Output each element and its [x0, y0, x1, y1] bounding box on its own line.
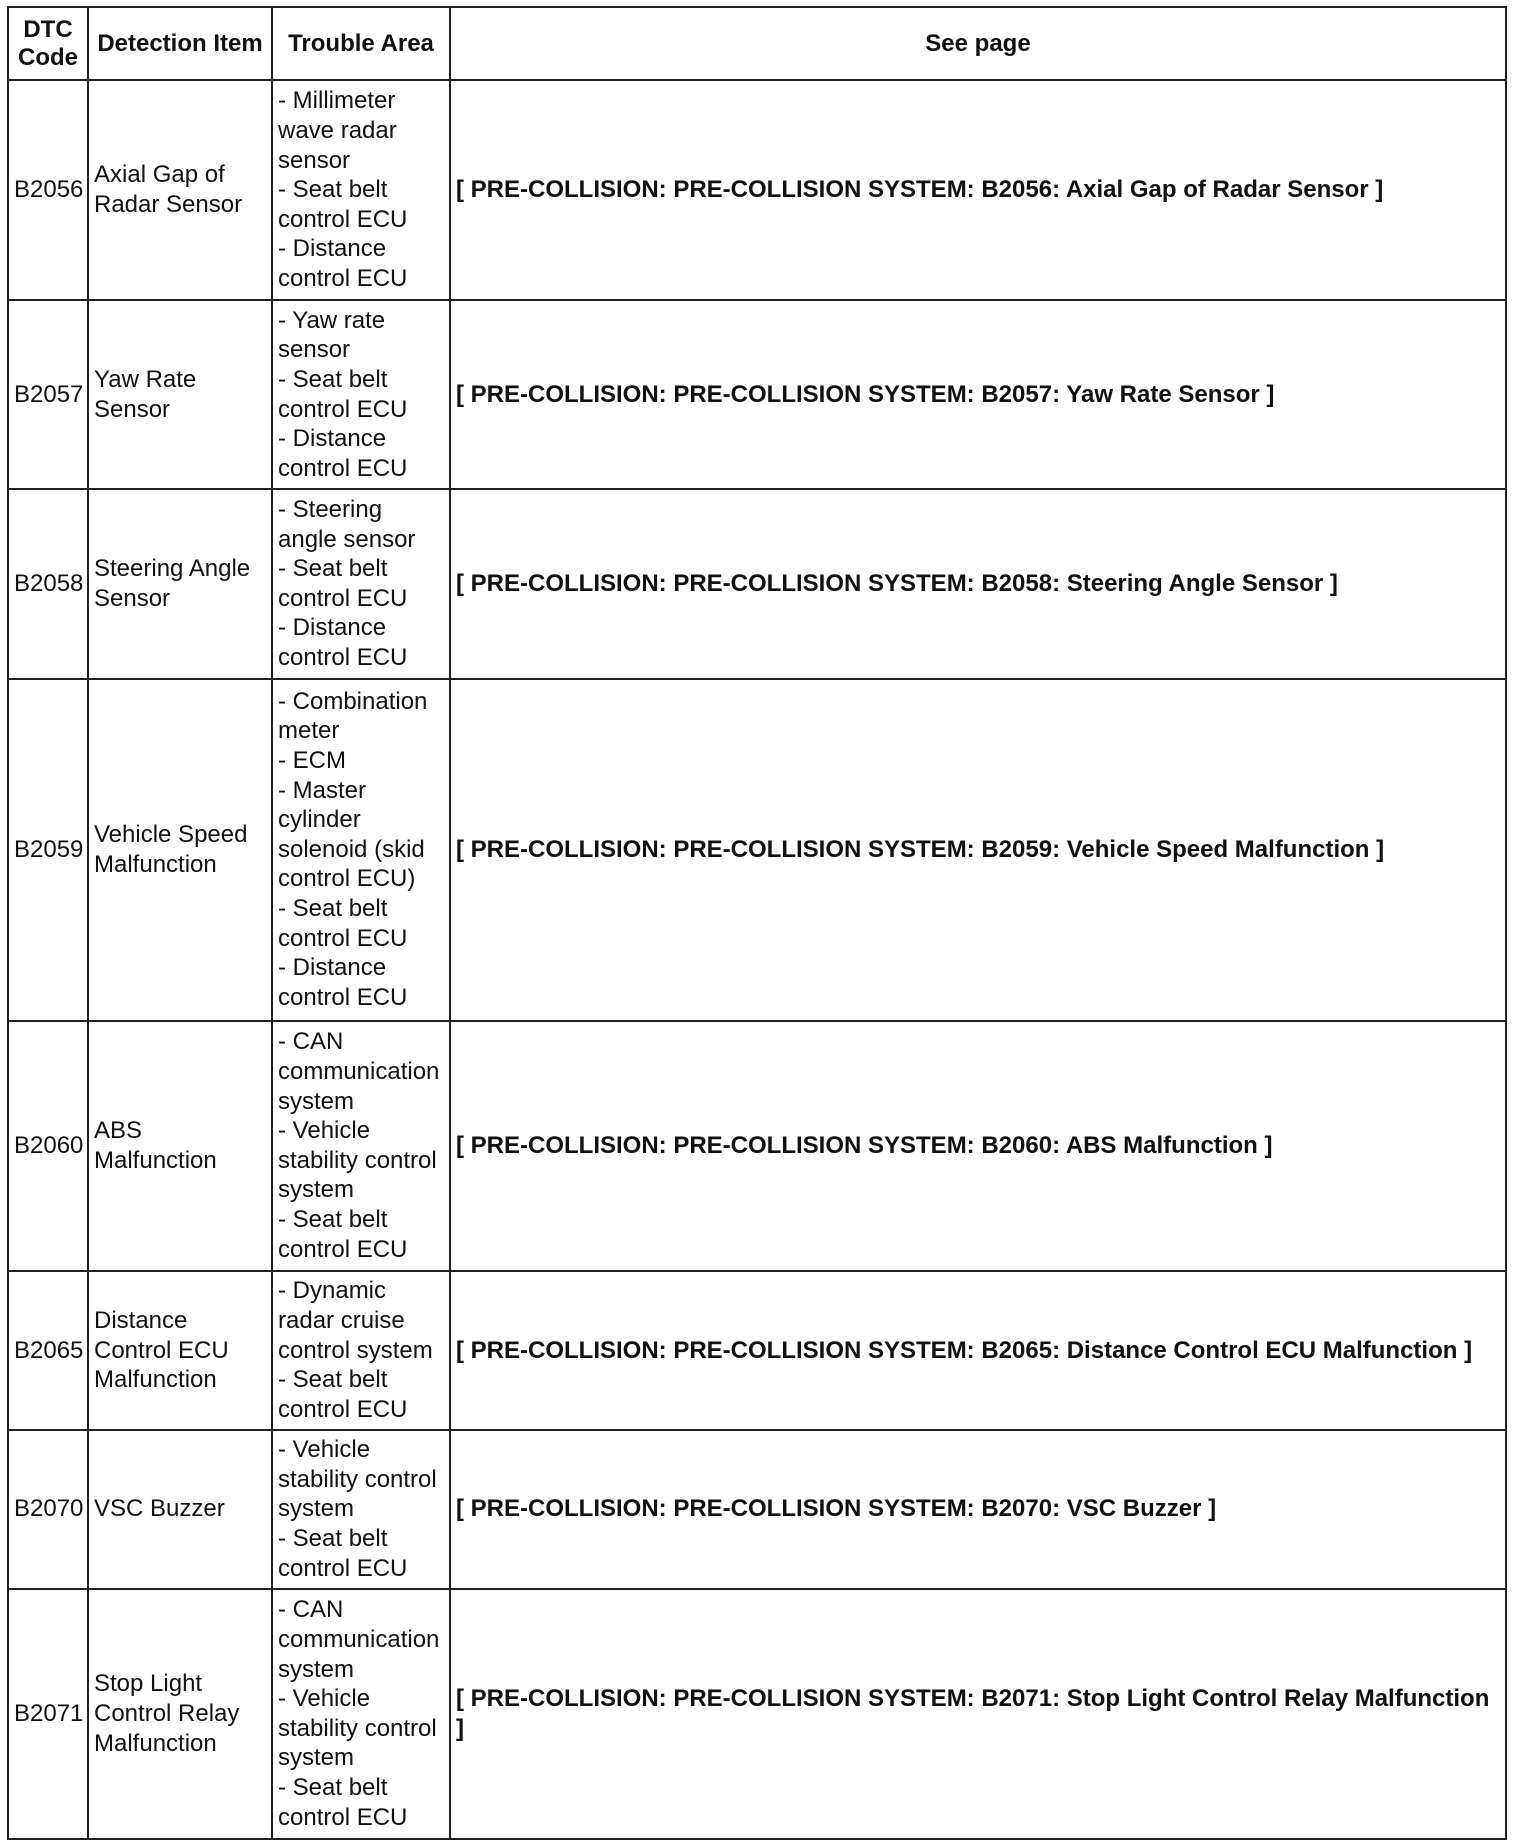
header-dtc-code: DTC Code	[8, 7, 88, 80]
trouble-area-line: - Seat belt	[278, 1366, 388, 1394]
detection-item-cell: Vehicle Speed Malfunction	[88, 679, 272, 1021]
trouble-area-line: - CAN	[278, 1596, 344, 1624]
table-row	[8, 679, 1506, 1021]
trouble-area-line: system	[278, 1176, 355, 1204]
trouble-area-line: - Seat belt	[278, 176, 388, 204]
trouble-area-line: angle sensor	[278, 525, 416, 553]
trouble-area-line: control ECU	[278, 264, 408, 292]
trouble-area-line: control ECU	[278, 584, 408, 612]
trouble-area-line: control ECU	[278, 1554, 408, 1582]
trouble-area-line: - Seat belt	[278, 365, 388, 393]
trouble-area-line: system	[278, 1495, 355, 1523]
see-page-link[interactable]: [ PRE-COLLISION: PRE-COLLISION SYSTEM: B2060: ABS Malfunction ]	[450, 1021, 1506, 1271]
dtc-code-cell: B2057	[8, 300, 88, 489]
trouble-area-line: system	[278, 1655, 355, 1683]
trouble-area-line: - Combination	[278, 687, 428, 715]
dtc-code-cell: B2065	[8, 1271, 88, 1430]
trouble-area-line: - Seat belt	[278, 1205, 388, 1233]
see-page-link[interactable]: [ PRE-COLLISION: PRE-COLLISION SYSTEM: B2065: Distance Control ECU Malfunction ]	[450, 1271, 1506, 1430]
trouble-area-line: communication	[278, 1625, 440, 1653]
see-page-link[interactable]: [ PRE-COLLISION: PRE-COLLISION SYSTEM: B2059: Vehicle Speed Malfunction ]	[450, 679, 1506, 1021]
dtc-code-cell: B2056	[8, 80, 88, 300]
trouble-area-line: stability control	[278, 1465, 437, 1493]
detection-item-cell: Distance Control ECU Malfunction	[88, 1271, 272, 1430]
trouble-area-line: meter	[278, 717, 340, 745]
trouble-area-line: - Distance	[278, 614, 387, 642]
trouble-area-line: radar cruise	[278, 1306, 405, 1334]
trouble-area-line: - Dynamic	[278, 1277, 387, 1305]
detection-item-cell: Yaw Rate Sensor	[88, 300, 272, 489]
dtc-code-cell: B2070	[8, 1430, 88, 1589]
trouble-area-line: control system	[278, 1336, 433, 1364]
trouble-area-line: control ECU	[278, 454, 408, 482]
trouble-area-line: - Millimeter	[278, 87, 396, 115]
see-page-link[interactable]: [ PRE-COLLISION: PRE-COLLISION SYSTEM: B2071: Stop Light Control Relay Malfunction ]	[450, 1589, 1506, 1839]
see-page-link[interactable]: [ PRE-COLLISION: PRE-COLLISION SYSTEM: B2070: VSC Buzzer ]	[450, 1430, 1506, 1589]
trouble-area-line: - ECM	[278, 746, 346, 774]
header-row	[8, 7, 1506, 80]
trouble-area-line: - Vehicle	[278, 1685, 371, 1713]
header-detection-item: Detection Item	[88, 7, 272, 80]
header-trouble-area: Trouble Area	[272, 7, 450, 80]
trouble-area-line: - Seat belt	[278, 894, 388, 922]
trouble-area-line: sensor	[278, 336, 351, 364]
table-row	[8, 1430, 1506, 1589]
dtc-code-cell: B2058	[8, 489, 88, 678]
table-row	[8, 1021, 1506, 1271]
trouble-area-cell	[272, 679, 450, 1021]
detection-item-cell: Stop Light Control Relay Malfunction	[88, 1589, 272, 1839]
trouble-area-line: stability control	[278, 1714, 437, 1742]
dtc-table	[7, 6, 1507, 1840]
trouble-area-line: control ECU	[278, 1803, 408, 1831]
table-row	[8, 80, 1506, 300]
trouble-area-line: - Seat belt	[278, 555, 388, 583]
header-see-page: See page	[450, 7, 1506, 80]
trouble-area-line: control ECU	[278, 644, 408, 672]
trouble-area-line: sensor	[278, 146, 351, 174]
trouble-area-line: - Yaw rate	[278, 306, 386, 334]
trouble-area-cell	[272, 489, 450, 678]
trouble-area-line: - Distance	[278, 954, 387, 982]
trouble-area-cell	[272, 300, 450, 489]
detection-item-cell: ABS Malfunction	[88, 1021, 272, 1271]
trouble-area-line: - Seat belt	[278, 1773, 388, 1801]
dtc-code-cell: B2060	[8, 1021, 88, 1271]
dtc-code-cell: B2071	[8, 1589, 88, 1839]
trouble-area-line: control ECU	[278, 395, 408, 423]
trouble-area-line: control ECU	[278, 1395, 408, 1423]
trouble-area-line: - Master	[278, 776, 367, 804]
trouble-area-line: - Vehicle	[278, 1117, 371, 1145]
trouble-area-line: control ECU	[278, 1235, 408, 1263]
table-body	[8, 80, 1506, 1839]
trouble-area-cell	[272, 80, 450, 300]
trouble-area-line: stability control	[278, 1146, 437, 1174]
table-row	[8, 489, 1506, 678]
trouble-area-cell	[272, 1021, 450, 1271]
trouble-area-line: wave radar	[278, 116, 397, 144]
trouble-area-line: control ECU	[278, 983, 408, 1011]
dtc-code-cell: B2059	[8, 679, 88, 1021]
trouble-area-cell	[272, 1430, 450, 1589]
trouble-area-line: system	[278, 1744, 355, 1772]
detection-item-cell: VSC Buzzer	[88, 1430, 272, 1589]
table-row	[8, 1589, 1506, 1839]
table-row	[8, 1271, 1506, 1430]
trouble-area-line: cylinder	[278, 806, 361, 834]
see-page-link[interactable]: [ PRE-COLLISION: PRE-COLLISION SYSTEM: B2058: Steering Angle Sensor ]	[450, 489, 1506, 678]
trouble-area-line: communication	[278, 1057, 440, 1085]
trouble-area-line: - CAN	[278, 1028, 344, 1056]
trouble-area-line: - Distance	[278, 425, 387, 453]
trouble-area-cell	[272, 1271, 450, 1430]
trouble-area-line: system	[278, 1087, 355, 1115]
trouble-area-line: - Vehicle	[278, 1436, 371, 1464]
trouble-area-line: - Seat belt	[278, 1524, 388, 1552]
detection-item-cell: Steering Angle Sensor	[88, 489, 272, 678]
table-row	[8, 300, 1506, 489]
see-page-link[interactable]: [ PRE-COLLISION: PRE-COLLISION SYSTEM: B2057: Yaw Rate Sensor ]	[450, 300, 1506, 489]
detection-item-cell: Axial Gap of Radar Sensor	[88, 80, 272, 300]
see-page-link[interactable]: [ PRE-COLLISION: PRE-COLLISION SYSTEM: B2056: Axial Gap of Radar Sensor ]	[450, 80, 1506, 300]
trouble-area-line: control ECU)	[278, 865, 416, 893]
trouble-area-line: control ECU	[278, 205, 408, 233]
trouble-area-line: solenoid (skid	[278, 835, 425, 863]
trouble-area-line: control ECU	[278, 924, 408, 952]
trouble-area-line: - Distance	[278, 235, 387, 263]
trouble-area-line: - Steering	[278, 496, 383, 524]
trouble-area-cell	[272, 1589, 450, 1839]
table-header	[8, 7, 1506, 80]
